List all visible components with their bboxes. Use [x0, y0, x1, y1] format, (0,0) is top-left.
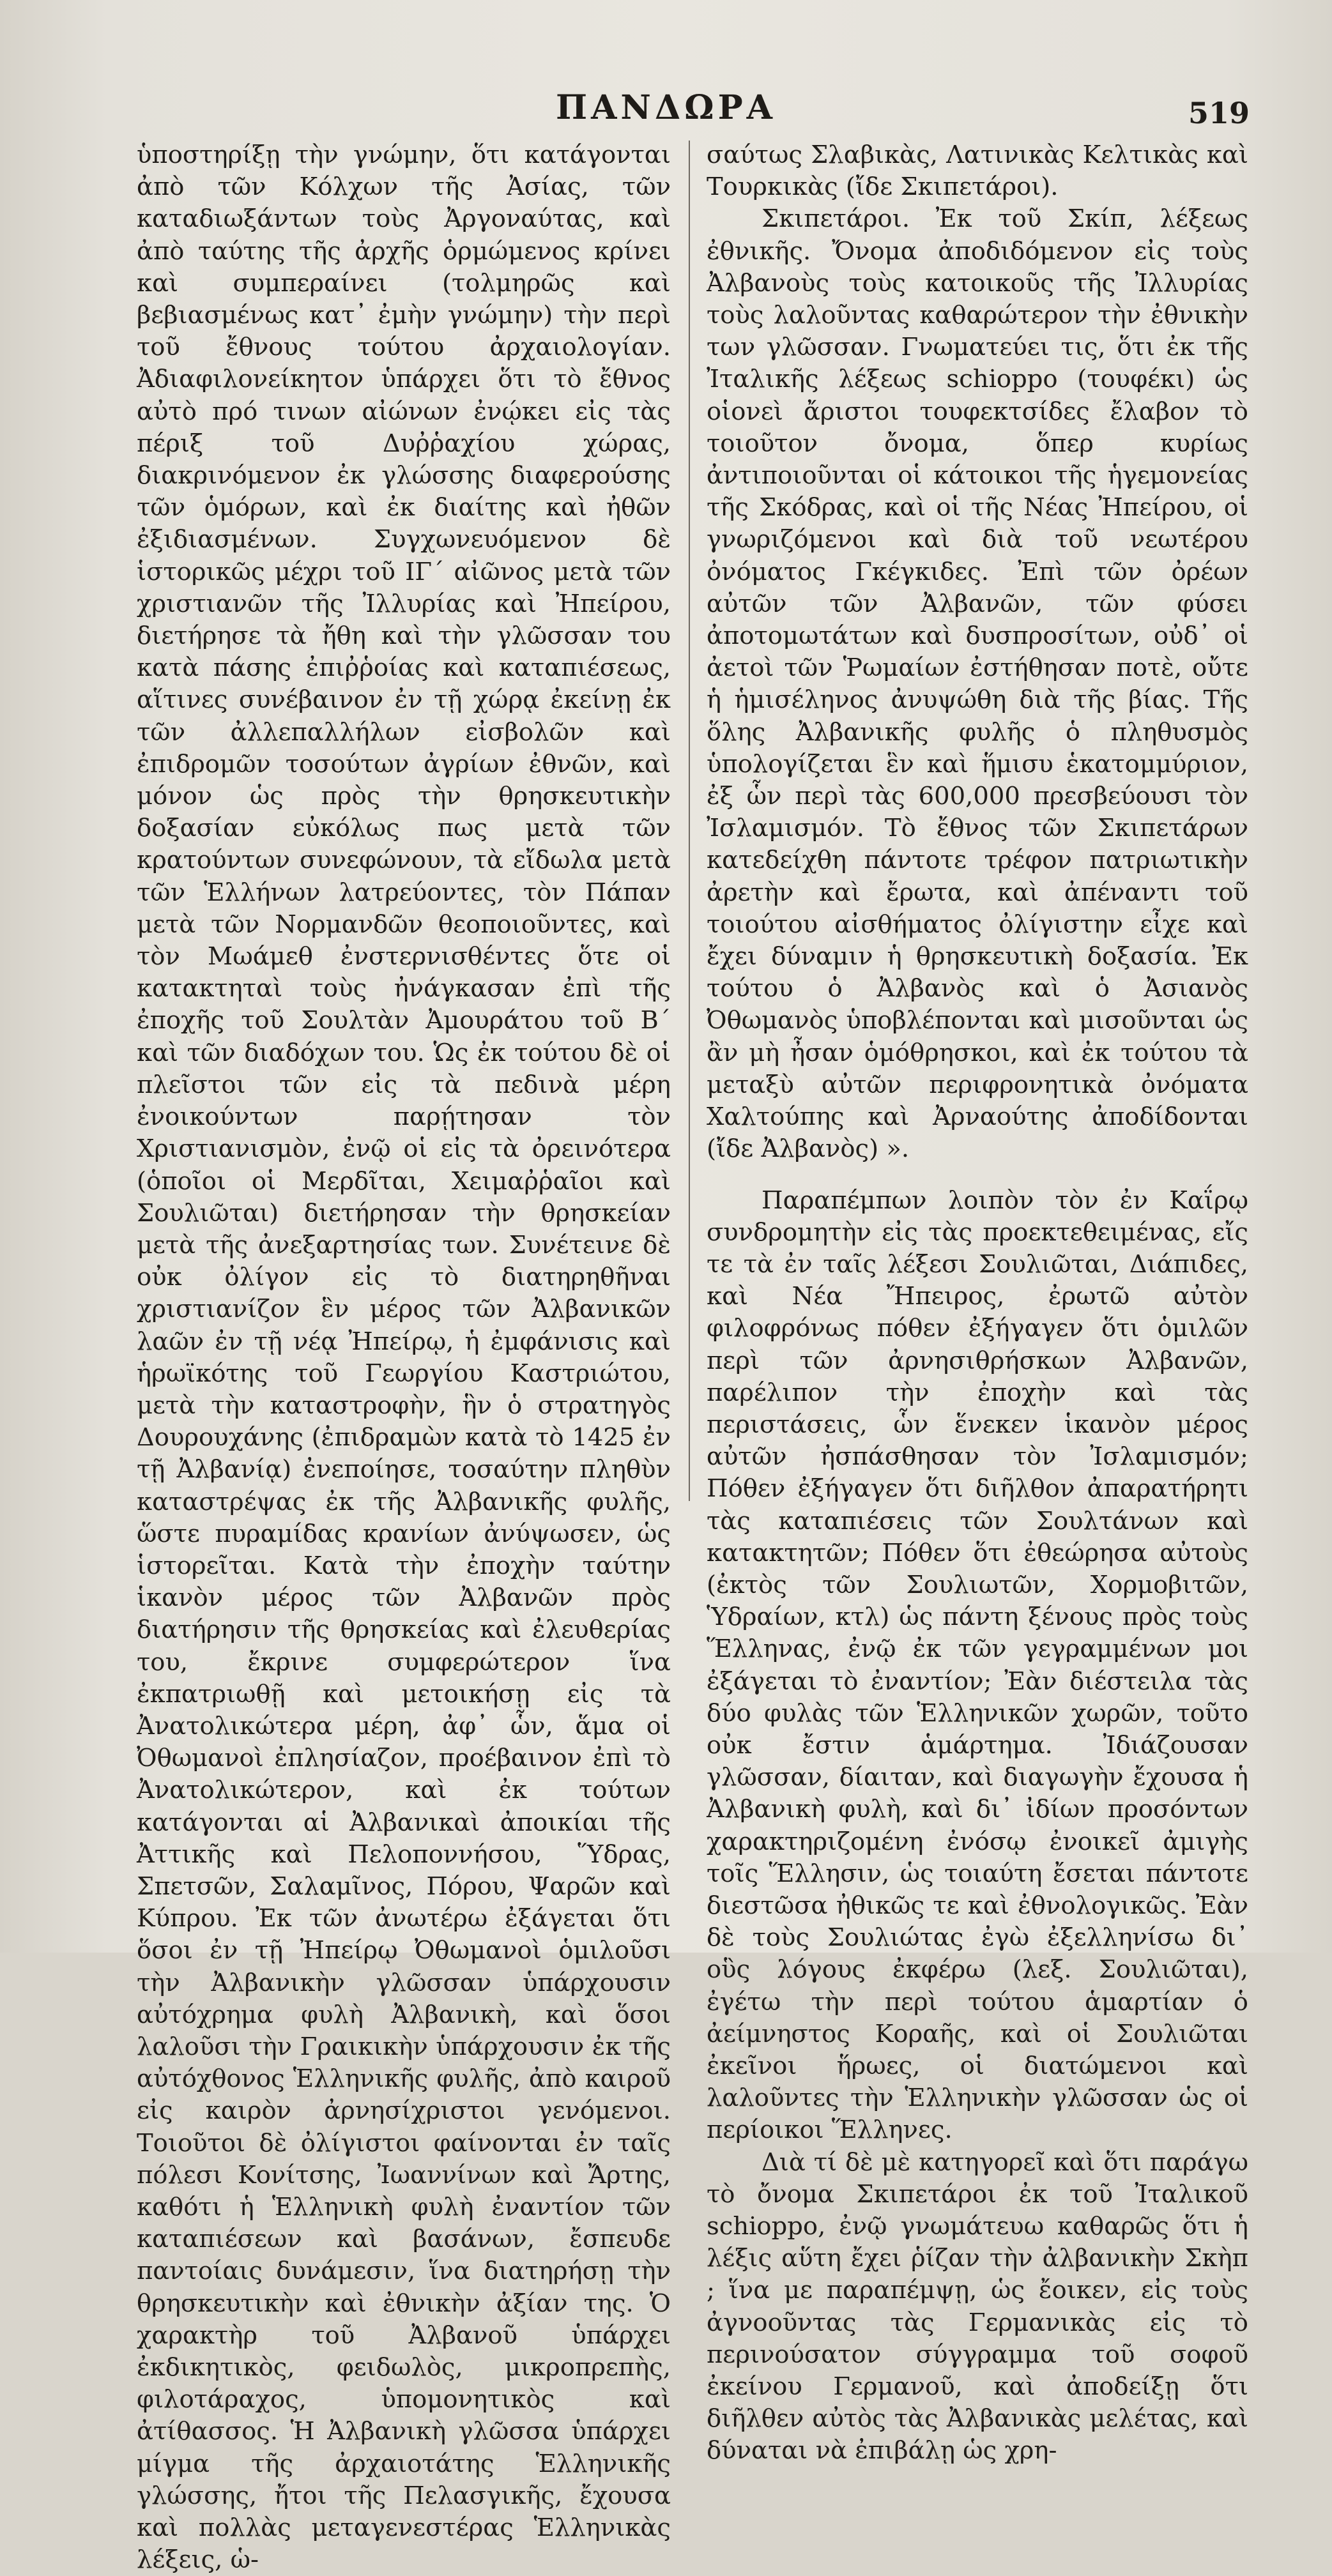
page-number: 519 [1188, 96, 1250, 130]
right-paragraph-1: σαύτως Σλαβικὰς, Λατινικὰς Κελτικὰς καὶ Τουρκικὰς (ἴδε Σκιπετάροι). [707, 141, 1248, 202]
right-paragraph-2: Σκιπετάροι. Ἐκ τοῦ Σκίπ, λέξεως ἐθνικῆς. Ὄνομα ἀποδιδόμενον εἰς τοὺς Ἀλβανοὺς τοὺς κατοικοῦς τῆς Ἰλλυρίας τοὺς λαλοῦντας καθαρώτερον τὴν ἐθνικὴν των γλῶσσαν. Γνωματεύει τις, ὅτι ἐκ τῆς Ἰταλικῆς λέξεως schioppo (τουφέκι) ὡς οἱονεὶ ἄριστοι τουφεκτσίδες ἔλαβον τὸ τοιοῦτον ὄνομα, ὅπερ κυρίως ἀντιποιοῦνται οἱ κάτοικοι τῆς ἡγεμονείας τῆς Σκόδρας, καὶ οἱ τῆς Νέας Ἠπείρου, οἱ γνωριζόμενοι καὶ διὰ τοῦ νεωτέρου ὀνόματος Γκέγκιδες. Ἐπὶ τῶν ὀρέων αὐτῶν τῶν Ἀλβανῶν, τῶν φύσει ἀποτομωτάτων καὶ δυσπροσίτων, οὐδ᾽ οἱ ἀετοὶ τῶν Ῥωμαίων ἐστήθησαν ποτὲ, οὔτε ἡ ἡμισέληνος ἀνυψώθη διὰ τῆς βίας. Τῆς ὅλης Ἀλβανικῆς φυλῆς ὁ πληθυσμὸς ὑπολογίζεται ἓν καὶ ἥμισυ ἑκατομμύριον, ἐξ ὧν περὶ τὰς 600,000 πρεσβεύουσι τὸν Ἰσλαμισμόν. Τὸ ἔθνος τῶν Σκιπετάρων κατεδείχθη πάντοτε τρέφον πατριωτικὴν ἀρετὴν καὶ ἔρωτα, καὶ ἀπέναντι τοῦ τοιούτου αἰσθήματος ὀλίγιστην εἶχε καὶ ἔχει δύναμιν ἡ θρησκευτικὴ δοξασία. Ἐκ τούτου ὁ Ἀλβανὸς καὶ ὁ Ἀσιανὸς Ὀθωμανὸς ὑποβλέπονται καὶ μισοῦνται ὡς ἂν μὴ ἦσαν ὁμόθρησκοι, καὶ ἐκ τούτου τὰ μεταξὺ αὐτῶν περιφρονητικὰ ὀνόματα Χαλτούπης καὶ Ἀρναούτης ἀποδίδονται (ἴδε Ἀλβανὸς) ». [707, 204, 1248, 1164]
right-column [707, 139, 1248, 2467]
running-head: ΠΑΝΔΩΡΑ [555, 88, 777, 127]
right-paragraph-3: Παραπέμπων λοιπὸν τὸν ἐν Καΐρῳ συνδρομητὴν εἰς τὰς προεκτεθειμένας, εἴς τε τὰ ἐν ταῖς λέξεσι Σουλιῶται, Διάπιδες, καὶ Νέα Ἤπειρος, ἐρωτῶ αὐτὸν φιλοφρόνως πόθεν ἐξήγαγεν ὅτι ὁμιλῶν περὶ τῶν ἀρνησιθρήσκων Ἀλβανῶν, παρέλιπον τὴν ἐποχὴν καὶ τὰς περιστάσεις, ὧν ἕνεκεν ἱκανὸν μέρος αὐτῶν ἠσπάσθησαν τὸν Ἰσλαμισμόν; Πόθεν ἐξήγαγεν ὅτι διῆλθον ἀπαρατήρητι τὰς καταπιέσεις τῶν Σουλτάνων καὶ κατακτητῶν; Πόθεν ὅτι ἐθεώρησα αὐτοὺς (ἐκτὸς τῶν Σουλιωτῶν, Χορμοβιτῶν, Ὑδραίων, κτλ) ὡς πάντη ξένους πρὸς τοὺς Ἕλληνας, ἐνῷ ἐκ τῶν γεγραμμένων μοι ἐξάγεται τὸ ἐναντίον; Ἐὰν διέστειλα τὰς δύο φυλὰς τῶν Ἑλληνικῶν χωρῶν, τοῦτο οὐκ ἔστιν ἁμάρτημα. Ἰδιάζουσαν γλῶσσαν, δίαιταν, καὶ διαγωγὴν ἔχουσα ἡ Ἀλβανικὴ φυλὴ, καὶ δι᾽ ἰδίων προσόντων χαρακτηριζομένη ἐνόσῳ ἐνοικεῖ ἀμιγὴς τοῖς Ἕλλησιν, ὡς τοιαύτη ἔσεται πάντοτε διεστῶσα ἠθικῶς τε καὶ ἐθνολογικῶς. Ἐὰν δὲ τοὺς Σουλιώτας ἐγὼ ἐξελληνίσω δι᾽ οὓς λόγους ἐκφέρω (λεξ. Σουλιῶται), ἐγέτω τὴν περὶ τούτου ἁμαρτίαν ὁ ἀείμνηστος Κοραῆς, καὶ οἱ Σουλιῶται ἐκεῖνοι ἥρωες, οἱ διατώμενοι καὶ λαλοῦντες τὴν Ἑλληνικὴν γλῶσσαν ὡς οἱ περίοικοι Ἕλληνες. [707, 1185, 1248, 2145]
left-column [137, 139, 671, 2576]
right-paragraph-4: Διὰ τί δὲ μὲ κατηγορεῖ καὶ ὅτι παράγω τὸ ὄνομα Σκιπετάροι ἐκ τοῦ Ἰταλικοῦ schioppo, ἐνῷ γνωμάτευω καθαρῶς ὅτι ἡ λέξις αὕτη ἔχει ῥίζαν τὴν ἀλβανικὴν Σκὴπ ; ἵνα με παραπέμψῃ, ὡς ἔοικεν, εἰς τοὺς ἀγνοοῦντας τὰς Γερμανικὰς εἰς τὸ περινούσατον σύγγραμμα τοῦ σοφοῦ ἐκείνου Γερμανοῦ, καὶ ἀποδείξῃ ὅτι διῆλθεν αὐτὸς τὰς Ἀλβανικὰς μελέτας, καὶ δύναται νὰ ἐπιβάλῃ ὡς χρη- [707, 2147, 1248, 2465]
column-divider [689, 141, 690, 1501]
left-paragraph-1: ὑποστηρίξῃ τὴν γνώμην, ὅτι κατάγονται ἀπὸ τῶν Κόλχων τῆς Ἀσίας, τῶν καταδιωξάντων τοὺς Ἀργοναύτας, καὶ ἀπὸ ταύτης τῆς ἀρχῆς ὁρμώμενος κρίνει καὶ συμπεραίνει (τολμηρῶς καὶ βεβιασμένως κατ᾽ ἐμὴν γνώμην) τὴν περὶ τοῦ ἔθνους τούτου ἀρχαιολογίαν. Ἀδιαφιλονείκητον ὑπάρχει ὅτι τὸ ἔθνος αὐτὸ πρό τινων αἰώνων ἐνῴκει εἰς τὰς πέριξ τοῦ Δυῤῥαχίου χώρας, διακρινόμενον ἐκ γλώσσης διαφερούσης τῶν ὁμόρων, καὶ ἐκ διαίτης καὶ ἠθῶν ἐξιδιασμένων. Συγχωνευόμενον δὲ ἱστορικῶς μέχρι τοῦ ΙΓ´ αἰῶνος μετὰ τῶν χριστιανῶν τῆς Ἰλλυρίας καὶ Ἠπείρου, διετήρησε τὰ ἤθη καὶ τὴν γλῶσσαν του κατὰ πάσης ἐπιῤῥοίας καὶ καταπιέσεως, αἵτινες συνέβαινον ἐν τῇ χώρᾳ ἐκείνῃ ἐκ τῶν ἀλλεπαλλήλων εἰσβολῶν καὶ ἐπιδρομῶν τοσούτων ἀγρίων ἐθνῶν, καὶ μόνον ὡς πρὸς τὴν θρησκευτικὴν δοξασίαν εὐκόλως πως μετὰ τῶν κρατούντων συνεφώνουν, τὰ εἴδωλα μετὰ τῶν Ἑλλήνων λατρεύοντες, τὸν Πάπαν μετὰ τῶν Νορμανδῶν θεοποιοῦντες, καὶ τὸν Μωάμεθ ἐνστερνισθέντες ὅτε οἱ κατακτηταὶ τοὺς ἠνάγκασαν ἐπὶ τῆς ἐποχῆς τοῦ Σουλτὰν Ἀμουράτου τοῦ Β´ καὶ τῶν διαδόχων του. Ὡς ἐκ τούτου δὲ οἱ πλεῖστοι τῶν εἰς τὰ πεδινὰ μέρη ἐνοικούντων παρῄτησαν τὸν Χριστιανισμὸν, ἐνῷ οἱ εἰς τὰ ὀρεινότερα (ὁποῖοι οἱ Μερδῖται, Χειμαῤῥαῖοι καὶ Σουλιῶται) διετήρησαν τὴν θρησκείαν μετὰ τῆς ἀνεξαρτησίας των. Συνέτεινε δὲ οὐκ ὀλίγον εἰς τὸ διατηρηθῆναι χριστιανίζον ἓν μέρος τῶν Ἀλβανικῶν λαῶν ἐν τῇ νέᾳ Ἠπείρῳ, ἡ ἐμφάνισις καὶ ἡρωϊκότης τοῦ Γεωργίου Καστριώτου, μετὰ τὴν καταστροφὴν, ἣν ὁ στρατηγὸς Δουρουχάνης (ἐπιδραμὼν κατὰ τὸ 1425 ἐν τῇ Ἀλβανίᾳ) ἐνεποίησε, τοσαύτην πληθὺν καταστρέψας ἐκ τῆς Ἀλβανικῆς φυλῆς, ὥστε πυραμίδας κρανίων ἀνύψωσεν, ὡς ἱστορεῖται. Κατὰ τὴν ἐποχὴν ταύτην ἱκανὸν μέρος τῶν Ἀλβανῶν πρὸς διατήρησιν τῆς θρησκείας καὶ ἐλευθερίας του, ἔκρινε συμφερώτερον ἵνα ἐκπατριωθῇ καὶ μετοικήσῃ εἰς τὰ Ἀνατολικώτερα μέρη, ἀφ᾽ ὧν, ἅμα οἱ Ὀθωμανοὶ ἐπλησίαζον, προέβαινον ἐπὶ τὸ Ἀνατολικώτερον, καὶ ἐκ τούτων κατάγονται αἱ Ἀλβανικαὶ ἀποικίαι τῆς Ἀττικῆς καὶ Πελοποννήσου, Ὕδρας, Σπετσῶν, Σαλαμῖνος, Πόρου, Ψαρῶν καὶ Κύπρου. Ἐκ τῶν ἀνωτέρω ἐξάγεται ὅτι ὅσοι ἐν τῇ Ἠπείρῳ Ὀθωμανοὶ ὁμιλοῦσι τὴν Ἀλβανικὴν γλῶσσαν ὑπάρχουσιν αὐτόχρημα φυλὴ Ἀλβανικὴ, καὶ ὅσοι λαλοῦσι τὴν Γραικικὴν ὑπάρχουσιν ἐκ τῆς αὐτόχθονος Ἑλληνικῆς φυλῆς, ἀπὸ καιροῦ εἰς καιρὸν ἀρνησίχριστοι γενόμενοι. Τοιοῦτοι δὲ ὀλίγιστοι φαίνονται ἐν ταῖς πόλεσι Κονίτσης, Ἰωαννίνων καὶ Ἄρτης, καθότι ἡ Ἑλληνικὴ φυλὴ ἐναντίον τῶν καταπιέσεων καὶ βασάνων, ἔσπευδε παντοίαις δυνάμεσιν, ἵνα διατηρήσῃ τὴν θρησκευτικὴν καὶ ἐθνικὴν ἀξίαν της. Ὁ χαρακτὴρ τοῦ Ἀλβανοῦ ὑπάρχει ἐκδικητικὸς, φειδωλὸς, μικροπρεπὴς, φιλοτάραχος, ὑπομονητικὸς καὶ ἀτίθασσος. Ἡ Ἀλβανικὴ γλῶσσα ὑπάρχει μίγμα τῆς ἀρχαιοτάτης Ἑλληνικῆς γλώσσης, ἤτοι τῆς Πελασγικῆς, ἔχουσα καὶ πολλὰς μεταγενεστέρας Ἑλληνικὰς λέξεις, ὡ- [137, 141, 671, 2575]
